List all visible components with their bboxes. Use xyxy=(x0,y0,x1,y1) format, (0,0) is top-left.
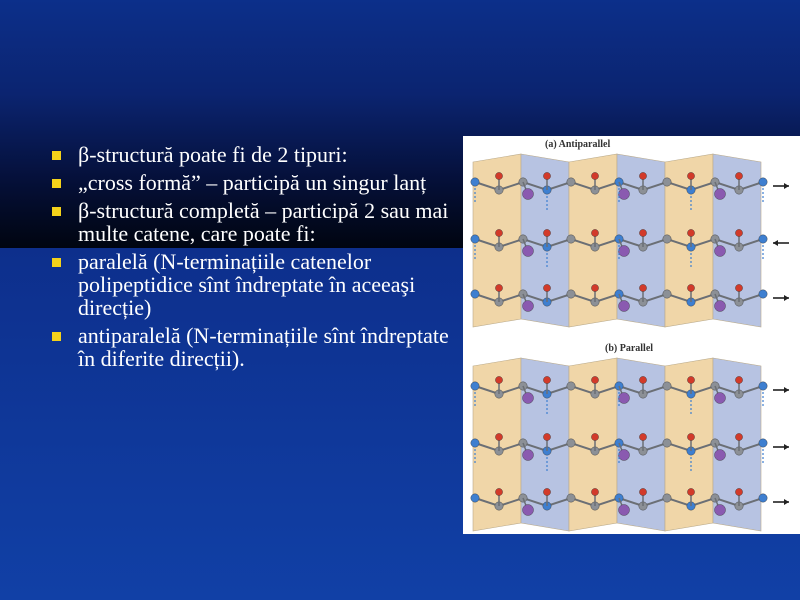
atom xyxy=(471,382,479,390)
side-chain-atom xyxy=(523,246,534,257)
atom xyxy=(567,494,575,502)
oxygen-atom xyxy=(735,172,742,179)
side-chain-atom xyxy=(715,450,726,461)
oxygen-atom xyxy=(735,488,742,495)
oxygen-atom xyxy=(543,229,550,236)
bullet-square-icon xyxy=(52,332,61,341)
bullet-item xyxy=(50,143,450,166)
oxygen-atom xyxy=(687,488,694,495)
oxygen-atom xyxy=(735,376,742,383)
bullet-square-icon xyxy=(52,258,61,267)
side-chain-atom xyxy=(715,246,726,257)
oxygen-atom xyxy=(735,284,742,291)
arrow-head-icon xyxy=(784,444,789,450)
side-chain-atom xyxy=(619,505,630,516)
atom xyxy=(759,235,767,243)
side-chain-atom xyxy=(619,301,630,312)
oxygen-atom xyxy=(591,376,598,383)
oxygen-atom xyxy=(687,433,694,440)
oxygen-atom xyxy=(495,284,502,291)
atom xyxy=(759,178,767,186)
oxygen-atom xyxy=(495,488,502,495)
panel-a-label: (a) Antiparallel xyxy=(545,139,611,150)
bullet-square-icon xyxy=(52,151,61,160)
side-chain-atom xyxy=(715,301,726,312)
atom xyxy=(471,290,479,298)
bullet-item xyxy=(50,199,450,245)
side-chain-atom xyxy=(619,246,630,257)
atom xyxy=(759,494,767,502)
atom xyxy=(567,382,575,390)
panel-b-label: (b) Parallel xyxy=(605,343,654,354)
oxygen-atom xyxy=(543,376,550,383)
oxygen-atom xyxy=(687,229,694,236)
atom xyxy=(663,382,671,390)
oxygen-atom xyxy=(495,376,502,383)
bullet-list xyxy=(50,143,450,375)
arrow-head-icon xyxy=(784,295,789,301)
atom xyxy=(471,178,479,186)
bullet-item xyxy=(50,171,450,194)
atom xyxy=(759,382,767,390)
atom xyxy=(471,494,479,502)
side-chain-atom xyxy=(523,450,534,461)
oxygen-atom xyxy=(591,433,598,440)
oxygen-atom xyxy=(639,488,646,495)
bullet-text: „cross formă” – participă un singur lanț xyxy=(78,170,427,195)
oxygen-atom xyxy=(543,488,550,495)
bullet-text: paralelă (N-terminațiile catenelor polipeptidice sînt îndreptate în aceeaşi direcție) xyxy=(78,249,416,320)
bullet-square-icon xyxy=(52,179,61,188)
oxygen-atom xyxy=(639,172,646,179)
bullet-item xyxy=(50,250,450,319)
atom xyxy=(759,439,767,447)
oxygen-atom xyxy=(639,284,646,291)
arrow-head-icon xyxy=(784,387,789,393)
atom xyxy=(663,290,671,298)
arrow-head-icon xyxy=(784,499,789,505)
atom xyxy=(567,178,575,186)
oxygen-atom xyxy=(687,376,694,383)
oxygen-atom xyxy=(591,172,598,179)
side-chain-atom xyxy=(619,189,630,200)
atom xyxy=(567,290,575,298)
oxygen-atom xyxy=(735,433,742,440)
atom xyxy=(663,178,671,186)
oxygen-atom xyxy=(687,284,694,291)
side-chain-atom xyxy=(619,450,630,461)
atom xyxy=(663,235,671,243)
atom xyxy=(663,439,671,447)
bullet-square-icon xyxy=(52,207,61,216)
oxygen-atom xyxy=(639,376,646,383)
beta-sheet-diagram xyxy=(463,136,800,534)
oxygen-atom xyxy=(543,172,550,179)
oxygen-atom xyxy=(543,284,550,291)
arrow-head-icon xyxy=(784,183,789,189)
oxygen-atom xyxy=(495,172,502,179)
side-chain-atom xyxy=(715,189,726,200)
side-chain-atom xyxy=(523,189,534,200)
oxygen-atom xyxy=(639,229,646,236)
side-chain-atom xyxy=(523,393,534,404)
bullet-item xyxy=(50,324,450,370)
oxygen-atom xyxy=(591,284,598,291)
bullet-text: antiparalelă (N-terminațiile sînt îndreptate în diferite direcții). xyxy=(78,323,449,371)
oxygen-atom xyxy=(591,229,598,236)
oxygen-atom xyxy=(591,488,598,495)
atom xyxy=(471,235,479,243)
bullet-text: β-structură poate fi de 2 tipuri: xyxy=(78,142,348,167)
side-chain-atom xyxy=(523,505,534,516)
side-chain-atom xyxy=(523,301,534,312)
atom xyxy=(567,439,575,447)
oxygen-atom xyxy=(543,433,550,440)
atom xyxy=(759,290,767,298)
arrow-head-icon xyxy=(773,240,778,246)
oxygen-atom xyxy=(735,229,742,236)
antiparallel-sheet-panel xyxy=(471,154,789,327)
atom xyxy=(471,439,479,447)
side-chain-atom xyxy=(619,393,630,404)
oxygen-atom xyxy=(495,229,502,236)
atom xyxy=(567,235,575,243)
side-chain-atom xyxy=(715,393,726,404)
bullet-text: β-structură completă – participă 2 sau mai multe catene, care poate fi: xyxy=(78,198,449,246)
oxygen-atom xyxy=(639,433,646,440)
atom xyxy=(663,494,671,502)
oxygen-atom xyxy=(687,172,694,179)
parallel-sheet-panel xyxy=(471,358,789,531)
oxygen-atom xyxy=(495,433,502,440)
beta-sheet-figure xyxy=(463,136,800,534)
side-chain-atom xyxy=(715,505,726,516)
